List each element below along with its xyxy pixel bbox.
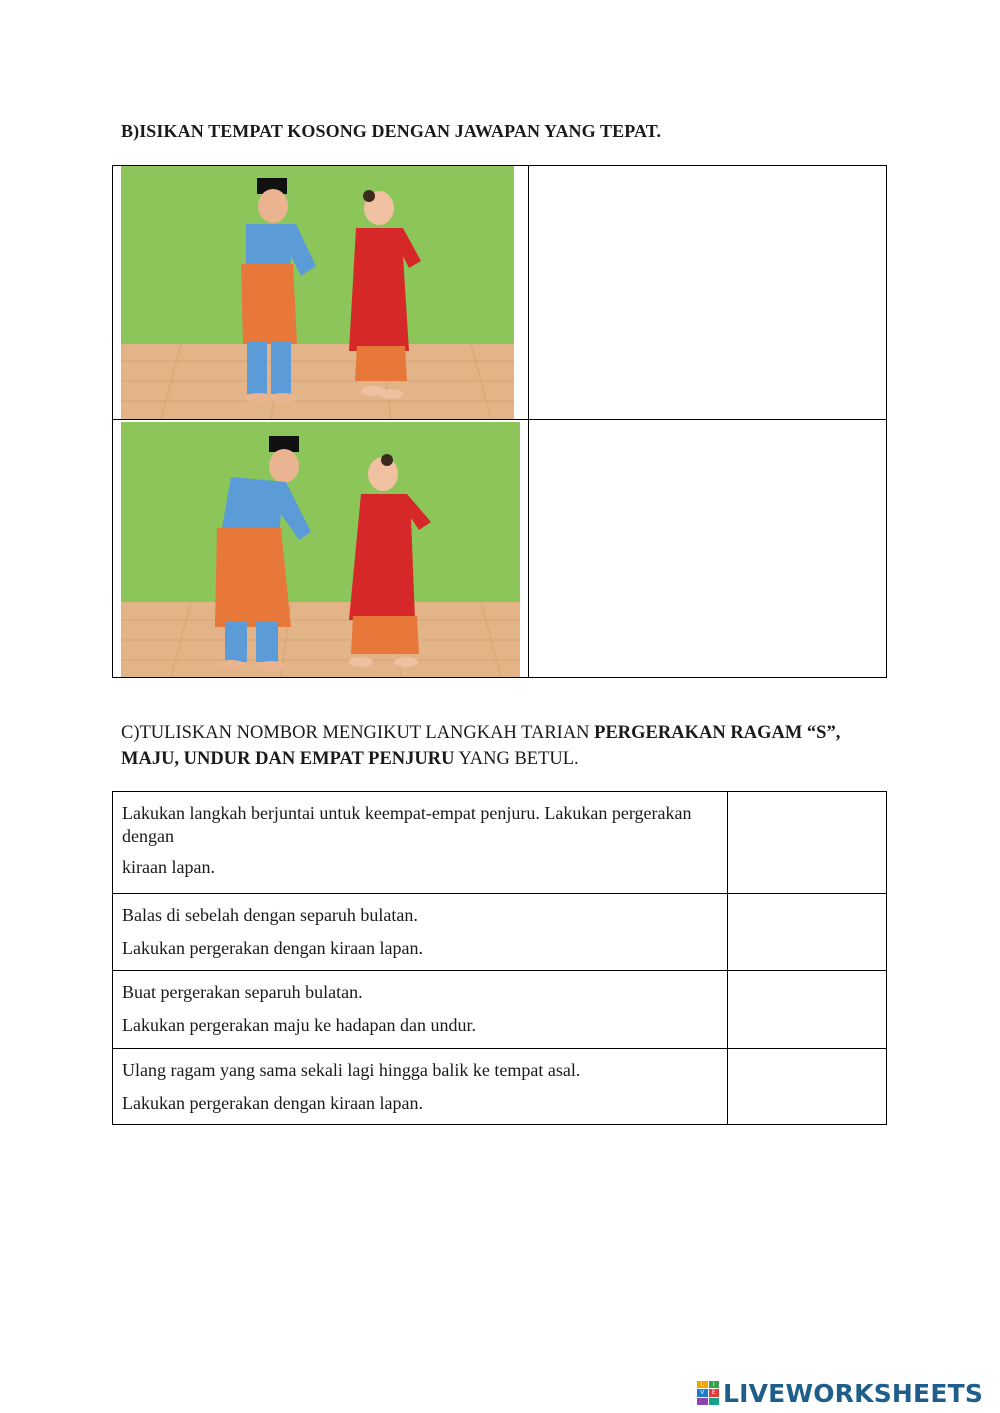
row-text-line: Balas di sebelah dengan separuh bulatan. — [122, 905, 418, 925]
answer-box[interactable] — [728, 894, 886, 970]
row-text — [122, 904, 717, 960]
table-row — [113, 792, 886, 894]
row-text — [122, 1059, 717, 1115]
row-text-line: Buat pergerakan separuh bulatan. — [122, 982, 363, 1002]
logo-mark-block — [697, 1398, 708, 1405]
answer-box[interactable] — [728, 971, 886, 1048]
section-c-title-bold: PERGERAKAN RAGAM “S”, MAJU, UNDUR DAN EMPAT PENJURU — [121, 723, 841, 769]
section-b-row — [113, 166, 886, 420]
logo-mark-block — [709, 1398, 720, 1405]
logo-mark-icon — [697, 1381, 719, 1405]
logo-mark-letter: E — [709, 1389, 720, 1396]
liveworksheets-logo[interactable] — [697, 1378, 983, 1408]
logo-text: LIVEWORKSHEETS — [723, 1378, 984, 1408]
logo-mark-letter: I — [709, 1381, 720, 1388]
table-row — [113, 1049, 886, 1125]
section-b-title: B)ISIKAN TEMPAT KOSONG DENGAN JAWAPAN YANG TEPAT. — [121, 121, 662, 141]
row-text-line: Lakukan pergerakan dengan kiraan lapan. — [122, 1093, 424, 1113]
section-c-title-part2: YANG BETUL. — [454, 749, 579, 769]
row-text-line: Lakukan pergerakan dengan kiraan lapan. — [122, 938, 424, 958]
section-c-table — [112, 791, 887, 1125]
table-row — [113, 894, 886, 971]
row-text — [122, 802, 717, 879]
row-text-line: Ulang ragam yang sama sekali lagi hingga balik ke tempat asal. — [122, 1060, 581, 1080]
answer-box[interactable] — [728, 792, 886, 893]
dance-photo-2 — [121, 422, 520, 677]
row-text-line: kiraan lapan. — [122, 857, 215, 877]
table-row — [113, 971, 886, 1049]
section-b-table — [112, 165, 887, 678]
section-c-title — [121, 720, 881, 772]
answer-box[interactable] — [529, 166, 886, 419]
section-b-row — [113, 420, 886, 677]
row-text-line: Lakukan pergerakan maju ke hadapan dan undur. — [122, 1015, 477, 1035]
row-text — [122, 981, 717, 1037]
logo-mark-letter: V — [697, 1389, 708, 1396]
answer-box[interactable] — [728, 1049, 886, 1125]
answer-box[interactable] — [529, 420, 886, 677]
section-c-title-part1: C)TULISKAN NOMBOR MENGIKUT LANGKAH TARIAN — [121, 723, 595, 743]
row-text-line: Lakukan langkah berjuntai untuk keempat-empat penjuru. Lakukan pergerakan dengan — [122, 803, 692, 846]
logo-mark-letter: L — [697, 1381, 708, 1388]
dance-photo-1 — [121, 166, 514, 419]
